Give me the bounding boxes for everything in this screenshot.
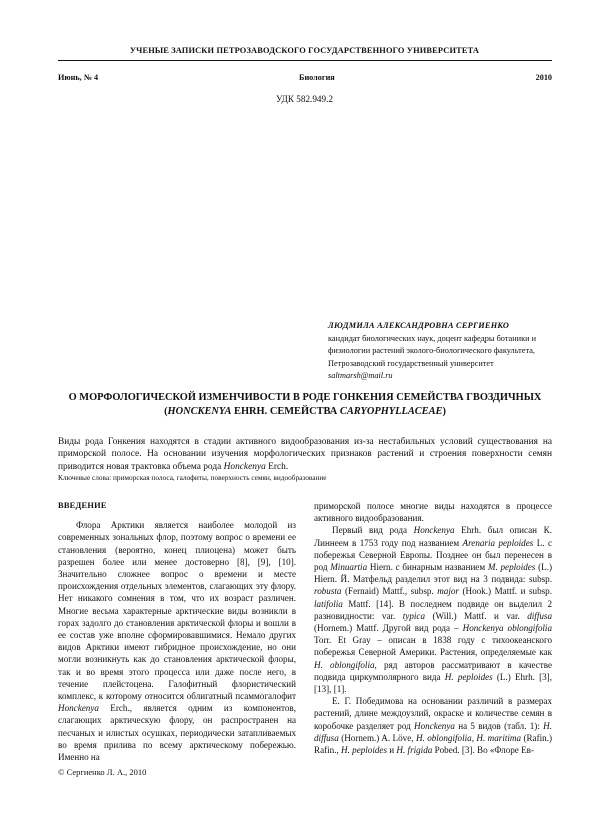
abstract [58, 436, 552, 473]
author-affiliation-line: кандидат биологических наук, доцент кафедры ботаники и [328, 333, 537, 343]
title-middle: EHRH. СЕМЕЙСТВА [231, 406, 340, 417]
left-column [58, 500, 296, 763]
abstract-genus: Honckenya [223, 461, 266, 472]
keywords: Ключевые слова: приморская полоса, галофиты, поверхность семян, видообразование [58, 473, 327, 482]
abstract-tail: Erch. [265, 461, 289, 472]
issue-year: 2010 [535, 73, 552, 82]
title-genus: HONCKENYA [167, 406, 232, 417]
right-column [314, 500, 552, 756]
author-block [328, 320, 568, 383]
paragraph: Первый вид рода Honckenya Ehrh. был описан К. Линнеем в 1753 году под названием Arenaria peploides L. с побережья Северной Европы. Позднее он был перенесен в род Minuartia Hiern. с бинарным названием M. peploides (L.) Hiern. Й. Матфельд разделил этот вид на 3 подвида: subsp. robusta (Fernaid) Mattf., subsp. major (Hook.) Mattf. и subsp. latifolia Mattf. [14]. В последнем подвиде он выделил 2 разновидности: var. typica (Will.) Mattf. и var. diffusa (Hornem.) Mattf. Другой вид рода – Honckenya oblongifolia Torr. Et Gray – описан в 1838 году с тихоокеанского побережья Северной Америки. Растения, определяемые как H. oblongifolia, ряд авторов рассматривают в качестве подвида циркумполярного вида H. peploides (L.) Ehrh. [3], [13], [1]. [314, 525, 553, 695]
section-heading: ВВЕДЕНИЕ [58, 501, 107, 510]
header-rule [58, 60, 552, 61]
title-line-2 [58, 405, 552, 419]
udk-code: УДК 582.949.2 [275, 94, 334, 104]
issue-date: Июнь, № 4 [58, 73, 99, 82]
paragraph: Е. Г. Победимова на основании различий в размерах растений, длине междоузлий, окраске и количестве семян в коробочке разделяет род Honckenya на 5 видов (табл. 1): H. diffusa (Hornem.) A. Löve, H. oblongifolia, H. maritima (Rafin.) Rafin., H. peploides и H. frigida Pobed. [3]. Во «Флоре Ев- [314, 696, 553, 756]
title-paren: ) [442, 406, 446, 417]
title-paren: ( [164, 406, 168, 417]
author-name: ЛЮДМИЛА АЛЕКСАНДРОВНА СЕРГИЕНКО [328, 321, 510, 330]
author-affiliation-line: Петрозаводский государственный университет [328, 358, 494, 368]
title-line-1: О МОРФОЛОГИЧЕСКОЙ ИЗМЕНЧИВОСТИ В РОДЕ ГОНКЕНИЯ СЕМЕЙСТВА ГВОЗДИЧНЫХ [68, 392, 542, 403]
author-email: saltmarsh@mail.ru [328, 371, 393, 380]
abstract-text: Виды рода Гонкения находятся в стадии активного видообразования из-за нестабильных условий существования на приморской полосе. На основании изучения морфологических признаков растений и строения поверхности семян приводится новая трактовка объема рода [58, 437, 552, 472]
title-family: CARYOPHYLLACEAE [339, 406, 443, 417]
copyright: © Сергиенко Л. А., 2010 [58, 767, 147, 777]
paragraph-continuation: приморской полосе многие виды находятся в процессе активного видообразования. [314, 501, 552, 524]
section-name: Биология [299, 73, 335, 82]
article-title [58, 391, 552, 419]
paragraph: Флора Арктики является наиболее молодой из современных зональных флор, поэтому вопрос о времени ее становления (вероятно, конец плиоцена) может быть разрешен более или менее достоверно [8], [9], [10]. Значительно сложнее вопрос о времени и месте происхождения отдельных элементов, слагающих эту флору. Нет никакого сомнения в том, что их возраст различен. Многие весьма характерные арктические виды возникли в горах задолго до становления арктической флоры и вошли в ее состав уже вполне сформировавшимися. Немало других видов Арктики имеют гибридное происхождение, но они могли возникнуть как до становления арктической флоры, так и во время этого процесса или даже после него, в течение плейстоцена. Галофитный флористический комплекс, к которому относится облигатный псаммогалофит Honckenya Erch., является одним из компонентов, слагающих арктическую флору, он распространен на песчаных и илистых осушках, периодически затапливаемых во время прилива по всему арктическому побережью. Именно на [58, 520, 296, 763]
author-affiliation-line: физиологии растений эколого-биологического факультета, [328, 346, 535, 355]
journal-title: УЧЕНЫЕ ЗАПИСКИ ПЕТРОЗАВОДСКОГО ГОСУДАРСТВЕННОГО УНИВЕРСИТЕТА [129, 46, 480, 55]
issue-meta-row [58, 73, 552, 82]
